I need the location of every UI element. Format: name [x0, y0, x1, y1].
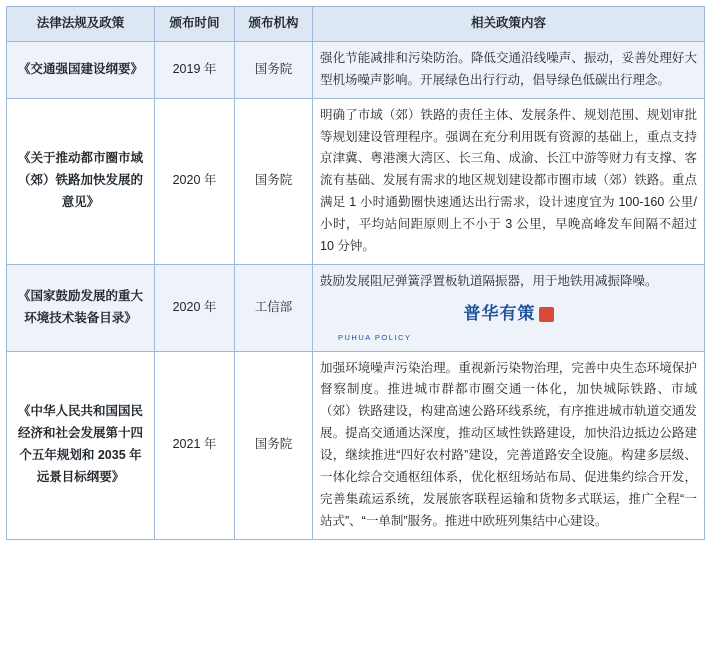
cell-content-text: 鼓励发展阻尼弹簧浮置板轨道隔振器，用于地铁用减振降噪。 [320, 273, 658, 288]
watermark-row [464, 299, 554, 329]
table-header-row [7, 7, 705, 42]
table-body [7, 41, 705, 539]
column-header-content: 相关政策内容 [313, 7, 705, 42]
column-header-org: 颁布机构 [235, 7, 313, 42]
cell-law-name: 《国家鼓励发展的重大环境技术装备目录》 [7, 264, 155, 351]
cell-content: 加强环境噪声污染治理。重视新污染物治理，完善中央生态环境保护督察制度。推进城市群都市圈交通一体化，加快城际铁路、市域（郊）铁路建设，构建高速公路环线系统，有序推进城市轨道交通发展。提高交通通达深度，推动区域性铁路建设，加快沿边抵边公路建设，继续推进“四好农村路”建设，完善道路安全设施。构建多层级、一体化综合交通枢纽体系，优化枢纽场站布局、促进集约综合开发，完善集疏运系统，发展旅客联程运输和货物多式联运，推广全程“一站式”、“一单制”服务。推进中欧班列集结中心建设。 [313, 351, 705, 539]
column-header-date: 颁布时间 [155, 7, 235, 42]
cell-org: 国务院 [235, 98, 313, 264]
watermark [320, 299, 697, 329]
table-row [7, 41, 705, 98]
policy-table [6, 6, 705, 540]
cell-law-name: 《关于推动都市圈市域（郊）铁路加快发展的意见》 [7, 98, 155, 264]
column-header-law: 法律法规及政策 [7, 7, 155, 42]
cell-org: 工信部 [235, 264, 313, 351]
cell-date: 2019 年 [155, 41, 235, 98]
cell-date: 2020 年 [155, 264, 235, 351]
watermark-text: 普华有策 [463, 303, 536, 323]
cell-content [313, 264, 705, 351]
table-header [7, 7, 705, 42]
cell-content: 强化节能减排和污染防治。降低交通沿线噪声、振动，妥善处理好大型机场噪声影响。开展绿色出行行动，倡导绿色低碳出行理念。 [313, 41, 705, 98]
table-row [7, 264, 705, 351]
cell-date: 2021 年 [155, 351, 235, 539]
cell-org: 国务院 [235, 41, 313, 98]
cell-content: 明确了市域（郊）铁路的责任主体、发展条件、规划范围、规划审批等规划建设管理程序。强调在充分利用既有资源的基础上，重点支持京津冀、粤港澳大湾区、长三角、成渝、长江中游等财力有支撑、客流有基础、发展有需求的地区规划建设都市圈市域（郊）铁路。重点满足 1 小时通勤圈快速通达出行需求，设计速度宜为 100-160 公里/小时，平均站间距原则上不小于 3 公里，早晚高峰发车间隔不超过 10 分钟。 [313, 98, 705, 264]
cell-org: 国务院 [235, 351, 313, 539]
table-row [7, 98, 705, 264]
table-row [7, 351, 705, 539]
cell-date: 2020 年 [155, 98, 235, 264]
cell-law-name: 《中华人民共和国国民经济和社会发展第十四个五年规划和 2035 年远景目标纲要》 [7, 351, 155, 539]
puhua-logo-icon [539, 307, 554, 322]
cell-law-name: 《交通强国建设纲要》 [7, 41, 155, 98]
watermark-subtext: PUHUA POLICY [338, 333, 412, 343]
